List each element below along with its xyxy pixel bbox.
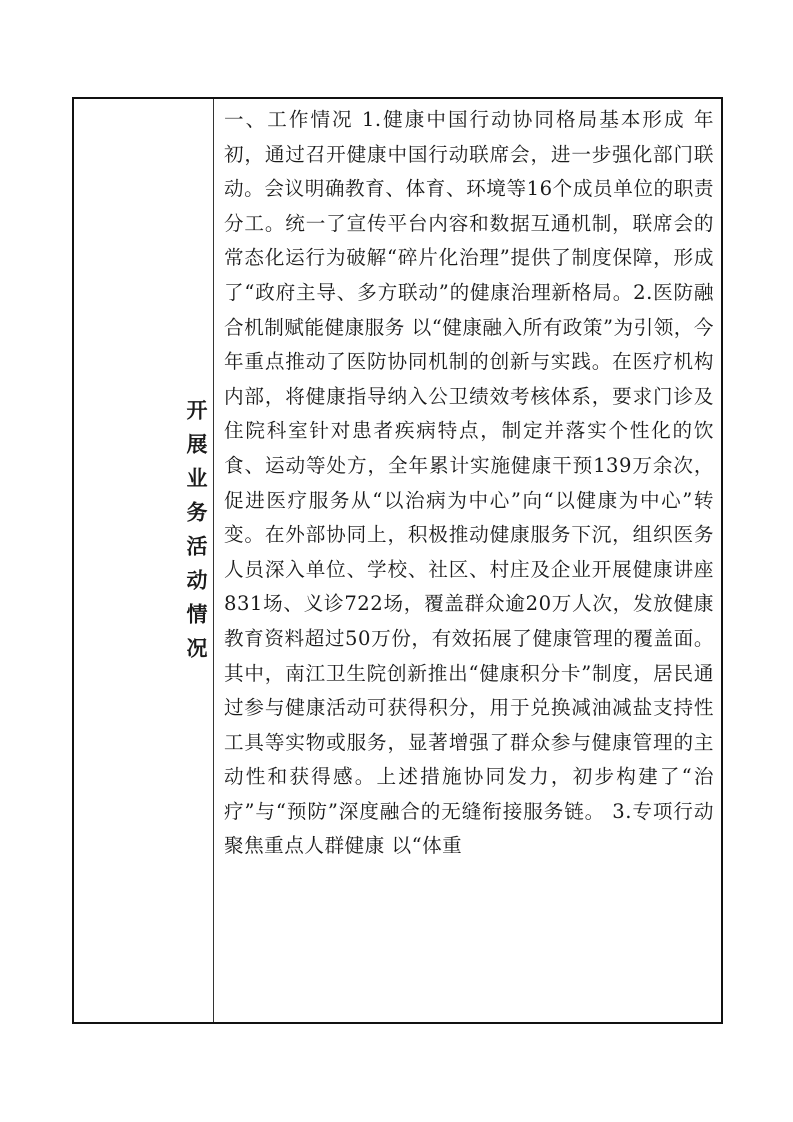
activity-form-table bbox=[72, 97, 723, 1024]
content-cell bbox=[224, 103, 714, 1018]
section-label: 开展业务活动情况 bbox=[184, 399, 209, 671]
label-cell bbox=[74, 99, 214, 1022]
section-content: 一、工作情况 1.健康中国行动协同格局基本形成 年初，通过召开健康中国行动联席会，进一步强化部门联动。会议明确教育、体育、环境等16个成员单位的职责分工。统一了宣传平台内容和数据互通机制，联席会的常态化运行为破解“碎片化治理”提供了制度保障，形成了“政府主导、多方联动”的健康治理新格局。2.医防融合机制赋能健康服务 以“健康融入所有政策”为引领，今年重点推动了医防协同机制的创新与实践。在医疗机构内部，将健康指导纳入公卫绩效考核体系，要求门诊及住院科室针对患者疾病特点，制定并落实个性化的饮食、运动等处方，全年累计实施健康干预139万余次，促进医疗服务从“以治病为中心”向“以健康为中心”转变。在外部协同上，积极推动健康服务下沉，组织医务人员深入单位、学校、社区、村庄及企业开展健康讲座831场、义诊722场，覆盖群众逾20万人次，发放健康教育资料超过50万份，有效拓展了健康管理的覆盖面。其中，南江卫生院创新推出“健康积分卡”制度，居民通过参与健康活动可获得积分，用于兑换减油减盐支持性工具等实物或服务，显著增强了群众参与健康管理的主动性和获得感。上述措施协同发力，初步构建了“治疗”与“预防”深度融合的无缝衔接服务链。 3.专项行动聚焦重点人群健康 以“体重 bbox=[224, 108, 714, 858]
